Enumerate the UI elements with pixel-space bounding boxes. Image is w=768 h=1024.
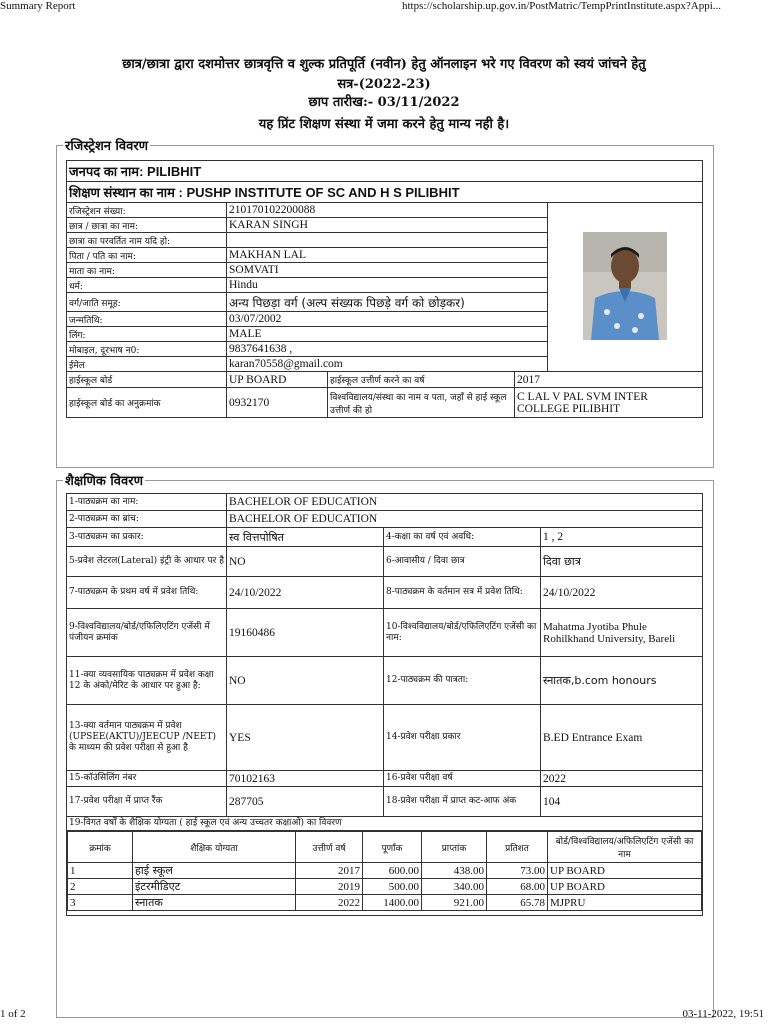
table-row xyxy=(68,879,702,895)
marks-cell: 2022 xyxy=(296,895,363,911)
marks-cell: 2017 xyxy=(296,863,363,879)
reg-label: वर्ग/जाति समूह: xyxy=(67,293,227,312)
marks-header: पूर्णांक xyxy=(363,832,422,863)
course-name-value: BACHELOR OF EDUCATION xyxy=(227,494,703,511)
marks-cell: 921.00 xyxy=(422,895,487,911)
marks-header: क्रमांक xyxy=(68,832,133,863)
edu-label: 6-आवासीय / दिवा छात्र xyxy=(384,547,541,577)
marks-cell: इंटरमीडिएट xyxy=(133,879,296,895)
edu-label: 18-प्रवेश परीक्षा में प्राप्त कट-आफ अंक xyxy=(384,787,541,817)
pass-year-value: 2017 xyxy=(515,372,703,388)
course-branch-label: 2-पाठ्यक्रम का ब्रांच: xyxy=(67,511,227,528)
reg-value: KARAN SINGH xyxy=(227,218,548,233)
report-title: छात्र/छात्रा द्वारा दशमोत्तर छात्रवृत्ति व शुल्क प्रतिपूर्ति (नवीन) हेतु ऑनलाइन भरे गए विवरण को स्वयं जांचने हेतु xyxy=(122,57,646,72)
edu-label: 14-प्रवेश परीक्षा प्रकार xyxy=(384,705,541,771)
reg-value: MAKHAN LAL xyxy=(227,248,548,263)
institute-name: शिक्षण संस्थान का नाम : PUSHP INSTITUTE OF SC AND H S PILIBHIT xyxy=(67,182,703,203)
marks-header: उत्तीर्ण वर्ष xyxy=(296,832,363,863)
education-table xyxy=(66,493,703,916)
marks-cell: 65.78 xyxy=(487,895,548,911)
marks-cell: UP BOARD xyxy=(548,879,702,895)
marks-cell: स्नातक xyxy=(133,895,296,911)
edu-value: स्व वित्तपोषित xyxy=(227,528,384,547)
edu-label: 13-क्या वर्तमान पाठ्यक्रम में प्रवेश (UPSEE(AKTU)/JEECUP /NEET) के माध्यम की प्रवेश परीक्षा से हुआ है xyxy=(67,705,227,771)
registration-table xyxy=(66,160,703,418)
school-label: विश्वविद्यालय/संस्था का नाम व पता, जहाँ से हाई स्कूल उत्तीर्ण की हो xyxy=(328,388,515,418)
edu-label: 12-पाठ्यक्रम की पात्रता: xyxy=(384,657,541,705)
edu-label: 11-क्या व्यवसायिक पाठ्यक्रम में प्रवेश कक्षा 12 के अंको/मेरिट के आधार पर हुआ है: xyxy=(67,657,227,705)
marks-cell: 68.00 xyxy=(487,879,548,895)
edu-value: 1 , 2 xyxy=(541,528,703,547)
edu-label: 5-प्रवेश लेटरल(Lateral) इंट्री के आधार पर है xyxy=(67,547,227,577)
reg-value: SOMVATI xyxy=(227,263,548,278)
edu-label: 4-कक्षा का वर्ष एवं अवधि: xyxy=(384,528,541,547)
marks-title: 19-विगत वर्षों के शैक्षिक योग्यता ( हाई स्कूल एवं अन्य उच्चतर कक्षाओं) का विवरण xyxy=(67,817,703,831)
marks-cell: 600.00 xyxy=(363,863,422,879)
print-date: छाप तारीख:- 03/11/2022 xyxy=(308,95,460,110)
reg-label: पिता / पति का नाम: xyxy=(67,248,227,263)
browser-title: Summary Report xyxy=(0,0,76,12)
roll-value: 0932170 xyxy=(227,388,328,418)
table-row xyxy=(68,863,702,879)
table-row xyxy=(68,895,702,911)
education-legend: शैक्षणिक विवरण xyxy=(65,474,143,489)
reg-value: karan70558@gmail.com xyxy=(227,357,548,372)
marks-header: प्रतिशत xyxy=(487,832,548,863)
reg-value xyxy=(227,233,548,248)
reg-value: 9837641638 , xyxy=(227,342,548,357)
reg-value: अन्य पिछड़ा वर्ग (अल्प संख्यक पिछड़े वर्ग को छोड़कर) xyxy=(227,293,548,312)
edu-label: 9-विश्वविद्यालय/बोर्ड/एफिलिएटिंग एजेंसी में पंजीयन क्रमांक xyxy=(67,609,227,657)
marks-cell: हाई स्कूल xyxy=(133,863,296,879)
registration-legend: रजिस्ट्रेशन विवरण xyxy=(65,139,149,154)
edu-value: 2022 xyxy=(541,771,703,787)
edu-label: 15-कॉउंसिलिंग नंबर xyxy=(67,771,227,787)
marks-cell: 3 xyxy=(68,895,133,911)
reg-value: 210170102200088 xyxy=(227,203,548,218)
edu-value: 104 xyxy=(541,787,703,817)
marks-cell: 500.00 xyxy=(363,879,422,895)
marks-cell: 2 xyxy=(68,879,133,895)
session: सत्र-(2022-23) xyxy=(337,77,431,92)
edu-label: 16-प्रवेश परीक्षा वर्ष xyxy=(384,771,541,787)
marks-cell: 1 xyxy=(68,863,133,879)
reg-value: Hindu xyxy=(227,278,548,293)
course-branch-value: BACHELOR OF EDUCATION xyxy=(227,511,703,528)
edu-value: B.ED Entrance Exam xyxy=(541,705,703,771)
school-value: C LAL V PAL SVM INTER COLLEGE PILIBHIT xyxy=(515,388,703,418)
page-number: 1 of 2 xyxy=(0,1008,26,1020)
roll-label: हाईस्कूल बोर्ड का अनुक्रमांक xyxy=(67,388,227,418)
edu-value: Mahatma Jyotiba Phule Rohilkhand University, Bareli xyxy=(541,609,703,657)
marks-cell: MJPRU xyxy=(548,895,702,911)
print-datetime: 03-11-2022, 19:51 xyxy=(682,1008,764,1020)
reg-label: छात्र / छात्रा का नाम: xyxy=(67,218,227,233)
board-value: UP BOARD xyxy=(227,372,328,388)
edu-value: 19160486 xyxy=(227,609,384,657)
student-photo xyxy=(583,232,667,340)
reg-label: ईमेल xyxy=(67,357,227,372)
marks-table xyxy=(67,831,702,911)
pass-year-label: हाईस्कूल उत्तीर्ण करने का वर्ष xyxy=(328,372,515,388)
reg-label: रजिस्ट्रेशन संख्या: xyxy=(67,203,227,218)
reg-label: धर्म: xyxy=(67,278,227,293)
district-name: जनपद का नाम: PILIBHIT xyxy=(67,161,703,182)
print-notice: यह प्रिंट शिक्षण संस्था में जमा करने हेतु मान्य नही है। xyxy=(258,117,510,132)
edu-label: 17-प्रवेश परीक्षा में प्राप्त रैंक xyxy=(67,787,227,817)
edu-label: 7-पाठ्यक्रम के प्रथम वर्ष में प्रवेश तिथि: xyxy=(67,577,227,609)
edu-value: NO xyxy=(227,547,384,577)
marks-cell: UP BOARD xyxy=(548,863,702,879)
marks-cell: 340.00 xyxy=(422,879,487,895)
reg-value: MALE xyxy=(227,327,548,342)
marks-cell: 73.00 xyxy=(487,863,548,879)
marks-cell: 2019 xyxy=(296,879,363,895)
edu-label: 10-विश्वविद्यालय/बोर्ड/एफिलिएटिंग एजेंसी का नाम: xyxy=(384,609,541,657)
marks-cell: 438.00 xyxy=(422,863,487,879)
edu-label: 8-पाठ्यक्रम के वर्तमान सत्र में प्रवेश तिथि: xyxy=(384,577,541,609)
reg-label: लिंग: xyxy=(67,327,227,342)
reg-label: छात्रा का परवर्तित नाम यदि हो: xyxy=(67,233,227,248)
reg-value: 03/07/2002 xyxy=(227,312,548,327)
reg-label: माता का नाम: xyxy=(67,263,227,278)
course-name-label: 1-पाठ्यक्रम का नाम: xyxy=(67,494,227,511)
edu-value: दिवा छात्र xyxy=(541,547,703,577)
marks-header: बोर्ड/विश्वविद्यालय/अफिलिएटिंग एजेंसी का नाम xyxy=(548,832,702,863)
edu-value: 24/10/2022 xyxy=(541,577,703,609)
edu-value: YES xyxy=(227,705,384,771)
edu-label: 3-पाठ्यक्रम का प्रकार: xyxy=(67,528,227,547)
edu-value: NO xyxy=(227,657,384,705)
marks-header: शैक्षिक योग्यता xyxy=(133,832,296,863)
reg-label: जन्मतिथि: xyxy=(67,312,227,327)
browser-url[interactable]: https://scholarship.up.gov.in/PostMatric/TempPrintInstitute.aspx?Appi... xyxy=(402,0,722,12)
edu-value: 24/10/2022 xyxy=(227,577,384,609)
reg-label: मोबाइल, दूरभाष न0: xyxy=(67,342,227,357)
photo-cell xyxy=(548,203,703,372)
edu-value: स्नातक,b.com honours xyxy=(541,657,703,705)
marks-header: प्राप्तांक xyxy=(422,832,487,863)
edu-value: 70102163 xyxy=(227,771,384,787)
marks-cell: 1400.00 xyxy=(363,895,422,911)
board-label: हाईस्कूल बोर्ड xyxy=(67,372,227,388)
edu-value: 287705 xyxy=(227,787,384,817)
